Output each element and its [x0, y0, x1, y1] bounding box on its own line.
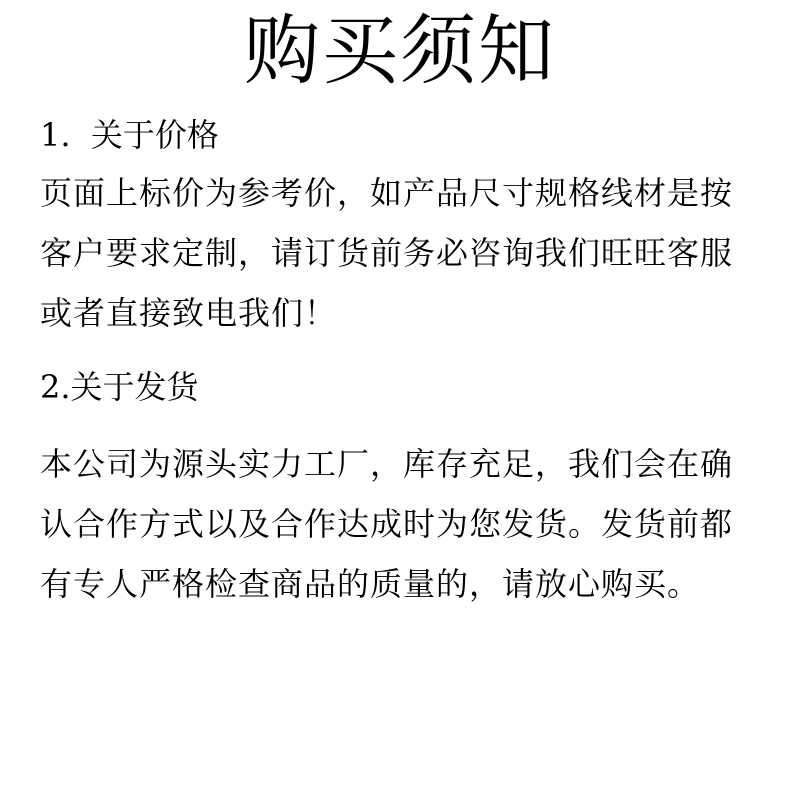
body-line: 页面上标价为参考价，如产品尺寸规格线材是按	[40, 174, 734, 212]
section-heading-price	[40, 115, 219, 155]
page-title: 购买须知	[244, 6, 556, 95]
section-body-shipping	[40, 434, 764, 614]
body-line: 有专人严格检查商品的质量的，请放心购买。	[40, 565, 701, 603]
section-number: 1.	[40, 116, 71, 154]
body-line: 本公司为源头实力工厂，库存充足，我们会在确	[40, 445, 734, 483]
section-number: 2.	[40, 368, 71, 406]
section-body-price	[40, 163, 764, 343]
section-heading-text: 关于发货	[70, 368, 199, 406]
body-line: 认合作方式以及合作达成时为您发货。发货前都	[40, 505, 734, 543]
body-line: 客户要求定制，请订货前务必咨询我们旺旺客服	[40, 234, 734, 272]
section-heading-text: 关于价格	[90, 116, 219, 154]
body-line: 或者直接致电我们！	[40, 294, 338, 332]
section-heading-shipping	[40, 367, 199, 407]
